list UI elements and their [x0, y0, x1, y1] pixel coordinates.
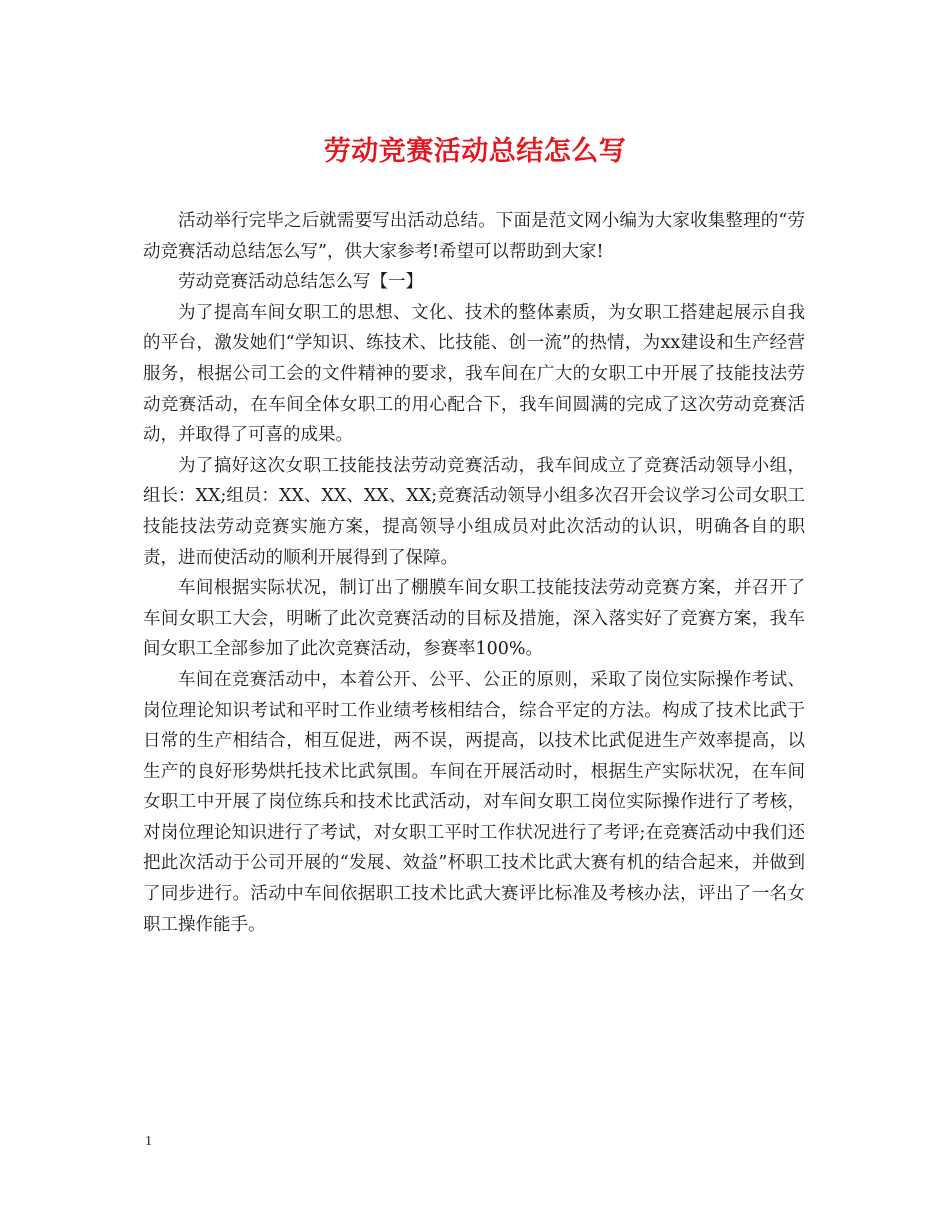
paragraph-intro: 活动举行完毕之后就需要写出活动总结。下面是范文网小编为大家收集整理的“劳动竞赛活动总结怎么写”，供大家参考!希望可以帮助到大家! [143, 211, 805, 262]
paragraph-purpose: 为了提高车间女职工的思想、文化、技术的整体素质，为女职工搭建起展示自我的平台，激发她们“学知识、练技术、比技能、创一流”的热情，为xx建设和生产经营服务，根据公司工会的文件精神的要求，我车间在广大的女职工中开展了技能技法劳动竞赛活动，在车间全体女职工的用心配合下，我车间圆满的完成了这次劳动竞赛活动，并取得了可喜的成果。 [143, 302, 805, 446]
page-number: 1 [145, 1134, 152, 1149]
paragraph-plan: 车间根据实际状况，制订出了棚膜车间女职工技能技法劳动竞赛方案，并召开了车间女职工大会，明晰了此次竞赛活动的目标及措施，深入落实好了竞赛方案，我车间女职工全部参加了此次竞赛活动，参赛率100%。 [143, 578, 805, 660]
paragraph-leadership: 为了搞好这次女职工技能技法劳动竞赛活动，我车间成立了竞赛活动领导小组，组长：XX;组员：XX、XX、XX、XX;竞赛活动领导小组多次召开会议学习公司女职工技能技法劳动竞赛实施方案，提高领导小组成员对此次活动的认识，明确各自的职责，进而使活动的顺利开展得到了保障。 [143, 455, 805, 568]
section-heading: 劳动竞赛活动总结怎么写【一】 [178, 272, 423, 293]
document-title: 劳动竞赛活动总结怎么写 [323, 136, 627, 167]
paragraph-implementation: 车间在竞赛活动中，本着公开、公平、公正的原则，采取了岗位实际操作考试、岗位理论知识考试和平时工作业绩考核相结合，综合平定的方法。构成了技术比武于日常的生产相结合，相互促进，两不误，两提高，以技术比武促进生产效率提高，以生产的良好形势烘托技术比武氛围。车间在开展活动时，根据生产实际状况，在车间女职工中开展了岗位练兵和技术比武活动，对车间女职工岗位实际操作进行了考核，对岗位理论知识进行了考试，对女职工平时工作状况进行了考评;在竞赛活动中我们还把此次活动于公司开展的“发展、效益”杯职工技术比武大赛有机的结合起来，并做到了同步进行。活动中车间依据职工技术比武大赛评比标准及考核办法，评出了一名女职工操作能手。 [143, 669, 805, 935]
document-body [143, 206, 805, 940]
